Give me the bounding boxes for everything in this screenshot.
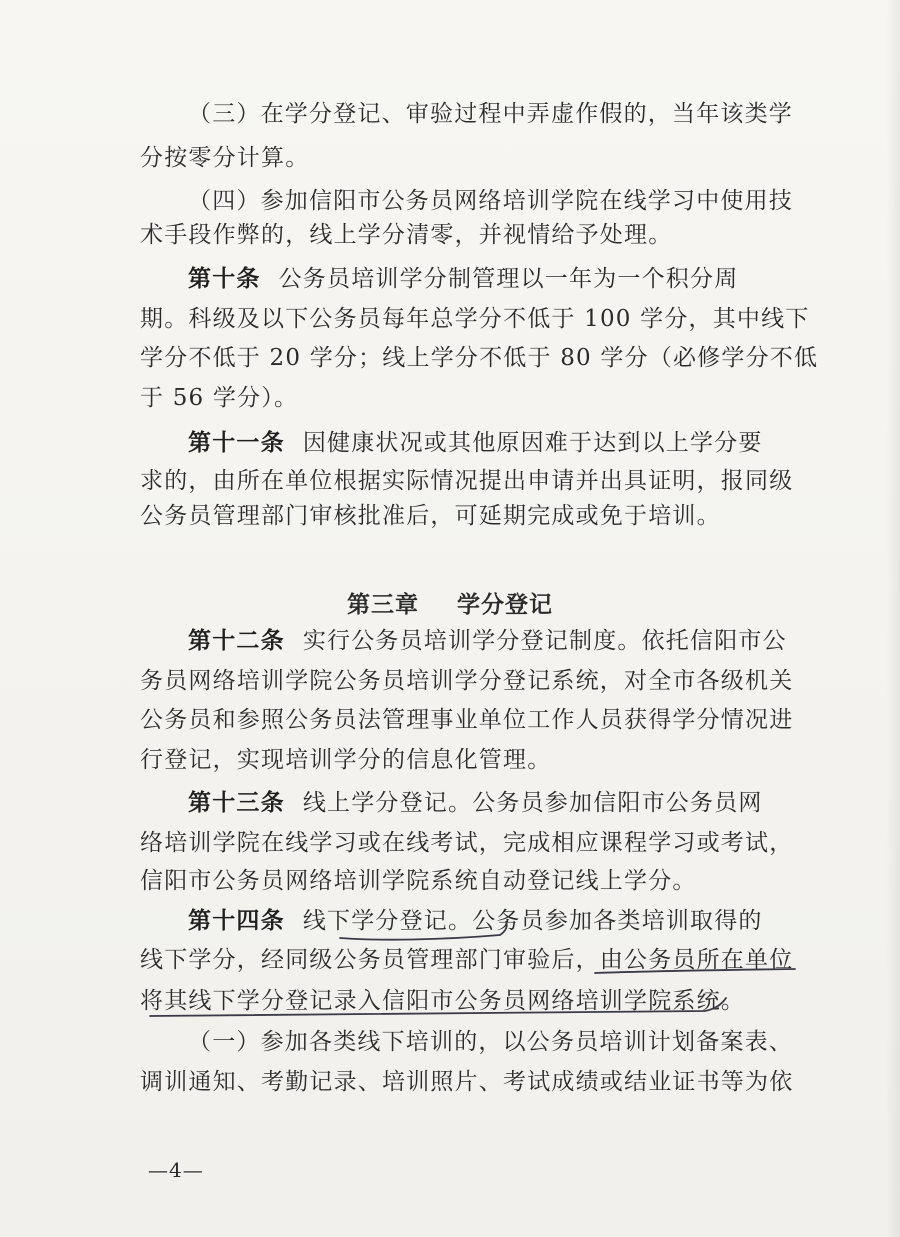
article-11-text-1: 因健康状况或其他原因难于达到以上学分要 <box>302 430 763 456</box>
article-13-label: 第十三条 <box>188 789 285 816</box>
article-12-label: 第十二条 <box>188 627 285 654</box>
clause-3-line-1: （三）在学分登记、审验过程中弄虚作假的，当年该类学 <box>188 101 793 127</box>
article-14-line-1 <box>188 906 800 936</box>
article-14-line-2 <box>140 945 800 975</box>
article-14-text-3-end: 。 <box>720 988 746 1014</box>
article-14-line-3 <box>140 986 800 1016</box>
article-13-text-1: 线上学分登记。公务员参加信阳市公务员网 <box>302 790 763 816</box>
article-14-text-2: 线下学分，经同级公务员管理部门审验后， <box>140 947 600 973</box>
article-10-line-4: 于 56 学分）。 <box>140 385 299 411</box>
article-10-label: 第十条 <box>188 265 261 292</box>
clause-3-line-2: 分按零分计算。 <box>140 145 310 171</box>
article-13-line-1 <box>188 788 800 818</box>
article-11-line-3: 公务员管理部门审核批准后，可延期完成或免于培训。 <box>140 503 721 529</box>
item-1-line-2: 调训通知、考勤记录、培训照片、考试成绩或结业证书等为依 <box>140 1069 794 1095</box>
article-10-text-1: 公务员培训学分制管理以一年为一个积分周 <box>278 266 739 292</box>
page-number: —4— <box>148 1158 204 1182</box>
article-12-text-1: 实行公务员培训学分登记制度。依托信阳市公 <box>302 628 787 654</box>
article-10-line-1 <box>188 264 800 294</box>
article-12-line-1 <box>188 626 800 656</box>
article-12-line-3: 公务员和参照公务员法管理事业单位工作人员获得学分情况进 <box>140 707 794 733</box>
article-11-line-1 <box>188 428 800 458</box>
article-13-line-2: 络培训学院在线学习或在线考试，完成相应课程学习或考试， <box>140 830 794 856</box>
clause-4-line-2: 术手段作弊的，线上学分清零，并视情给予处理。 <box>140 222 673 248</box>
article-12-line-4: 行登记，实现培训学分的信息化管理。 <box>140 747 552 773</box>
article-11-label: 第十一条 <box>188 429 285 456</box>
clause-4-line-1: （四）参加信阳市公务员网络培训学院在线学习中使用技 <box>188 188 793 214</box>
item-1-line-1: （一）参加各类线下培训的，以公务员培训计划备案表、 <box>188 1029 793 1055</box>
article-14-label: 第十四条 <box>188 907 285 934</box>
article-14-underlined-text-3: 将其线下学分登记录入信阳市公务员网络培训学院系统 <box>140 988 721 1014</box>
chapter-number: 第三章 <box>347 591 419 618</box>
article-12-line-2: 务员网络培训学院公务员培训学分登记系统，对全市各级机关 <box>140 668 794 694</box>
article-11-line-2: 求的，由所在单位根据实际情况提出申请并出具证明，报同级 <box>140 468 794 494</box>
article-14-underlined-heading: 线下学分登记。 <box>302 908 473 934</box>
article-13-line-3: 信阳市公务员网络培训学院系统自动登记线上学分。 <box>140 868 697 894</box>
chapter-title: 学分登记 <box>457 591 553 618</box>
article-10-line-2: 期。科级及以下公务员每年总学分不低于 100 学分，其中线下 <box>140 306 810 332</box>
article-14-text-1: 公务员参加各类培训取得的 <box>472 908 763 934</box>
article-14-underlined-text-2: 由公务员所在单位 <box>599 947 794 973</box>
article-10-line-3: 学分不低于 20 学分；线上学分不低于 80 学分（必修学分不低 <box>140 345 819 371</box>
chapter-heading <box>0 586 900 619</box>
